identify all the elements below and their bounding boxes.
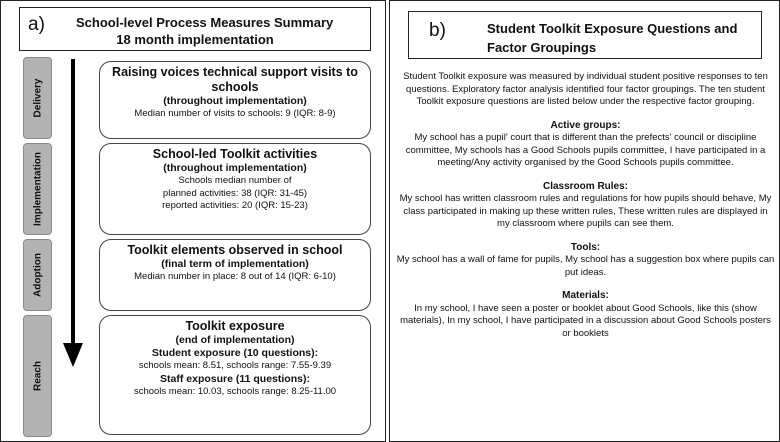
panel-b-header (408, 11, 762, 59)
panel-b-title-line1: Student Toolkit Exposure Questions and (487, 21, 738, 36)
panel-b-exposure-questions (389, 0, 780, 442)
factor-group-text: My school has a wall of fame for pupils, My school has a suggestion box where pupils can put ideas. (396, 254, 775, 278)
factor-group-text: My school has written classroom rules and regulations for how pupils should behave, My class participated in making up these written rules, These written rules are displayed in my classroom where pupils can see them. (399, 193, 772, 229)
factor-group-materials (396, 290, 775, 340)
reach-staff-values: schools mean: 10.03, schools range: 8.25-11.00 (133, 385, 337, 397)
delivery-box (99, 61, 371, 139)
delivery-title-line1: Raising voices technical support visits to (112, 65, 358, 79)
stage-tab-delivery (23, 57, 52, 139)
stage-tab-label: Adoption (32, 253, 43, 297)
reach-staff-heading: Staff exposure (11 questions): (160, 372, 310, 385)
stage-tab-implementation (23, 143, 52, 235)
panel-a-title-line1: School-level Process Measures Summary (76, 15, 334, 30)
implementation-title: School-led Toolkit activities (152, 147, 318, 161)
delivery-title-line2: schools (211, 80, 259, 94)
implementation-line1: Schools median number of (178, 175, 292, 186)
reach-student-heading: Student exposure (10 questions): (151, 347, 319, 359)
panel-b-content (396, 71, 775, 351)
factor-group-text: My school has a pupil' court that is different than the prefects' council or discipline committee, My schools has a Good Schools pupils committee, I have participated in a meeting/Any activity organised by the Good Schools pupils committee. (405, 132, 766, 168)
panel-a-header (19, 7, 371, 51)
factor-group-active-groups (396, 120, 775, 170)
factor-group-heading: Materials: (562, 290, 609, 301)
reach-title: Toolkit exposure (185, 319, 285, 333)
stage-tab-adoption (23, 239, 52, 311)
reach-student-values: schools mean: 8.51, schools range: 7.55-9.39 (138, 360, 332, 371)
reach-box (99, 315, 371, 435)
intro-text: Student Toolkit exposure was measured by individual student positive responses to ten questions. Exploratory factor analysis identified four factor groupings. The ten student Toolkit exposure questions are listed below under the respective factor grouping. (403, 71, 768, 107)
reach-subtitle: (end of implementation) (175, 334, 295, 346)
down-arrow-icon (63, 59, 83, 367)
adoption-box (99, 239, 371, 311)
factor-group-heading: Tools: (570, 241, 601, 253)
factor-group-heading: Active groups: (550, 119, 621, 131)
stage-tab-label: Delivery (32, 78, 43, 118)
panel-a-title-line2: 18 month implementation (116, 32, 274, 47)
factor-group-classroom-rules (396, 181, 775, 231)
implementation-reported: reported activities: 20 (IQR: 15-23) (162, 200, 308, 211)
delivery-value: Median number of visits to schools: 9 (IQR: 8-9) (134, 108, 336, 119)
adoption-title: Toolkit elements observed in school (127, 243, 343, 257)
panel-a-process-measures (0, 0, 386, 442)
implementation-planned: planned activities: 38 (IQR: 31-45) (162, 187, 308, 199)
factor-group-text: In my school, I have seen a poster or booklet about Good Schools, like this (show materials), In my school, I have participated in a discussion about Good Schools posters or booklets (400, 302, 771, 339)
stage-tab-label: Reach (32, 360, 43, 392)
factor-group-heading: Classroom Rules: (542, 180, 629, 192)
factor-group-tools (396, 242, 775, 280)
delivery-subtitle: (throughout implementation) (163, 95, 307, 107)
stage-tab-label: Implementation (32, 152, 43, 226)
stage-tab-reach (23, 315, 52, 437)
implementation-box (99, 143, 371, 235)
panel-b-letter: b) (429, 20, 446, 41)
adoption-value: Median number in place: 8 out of 14 (IQR: 6-10) (134, 271, 336, 282)
panel-a-letter: a) (28, 14, 45, 35)
implementation-subtitle: (throughout implementation) (163, 162, 307, 174)
adoption-subtitle: (final term of implementation) (161, 258, 309, 270)
panel-b-title-line2: Factor Groupings (487, 40, 597, 55)
